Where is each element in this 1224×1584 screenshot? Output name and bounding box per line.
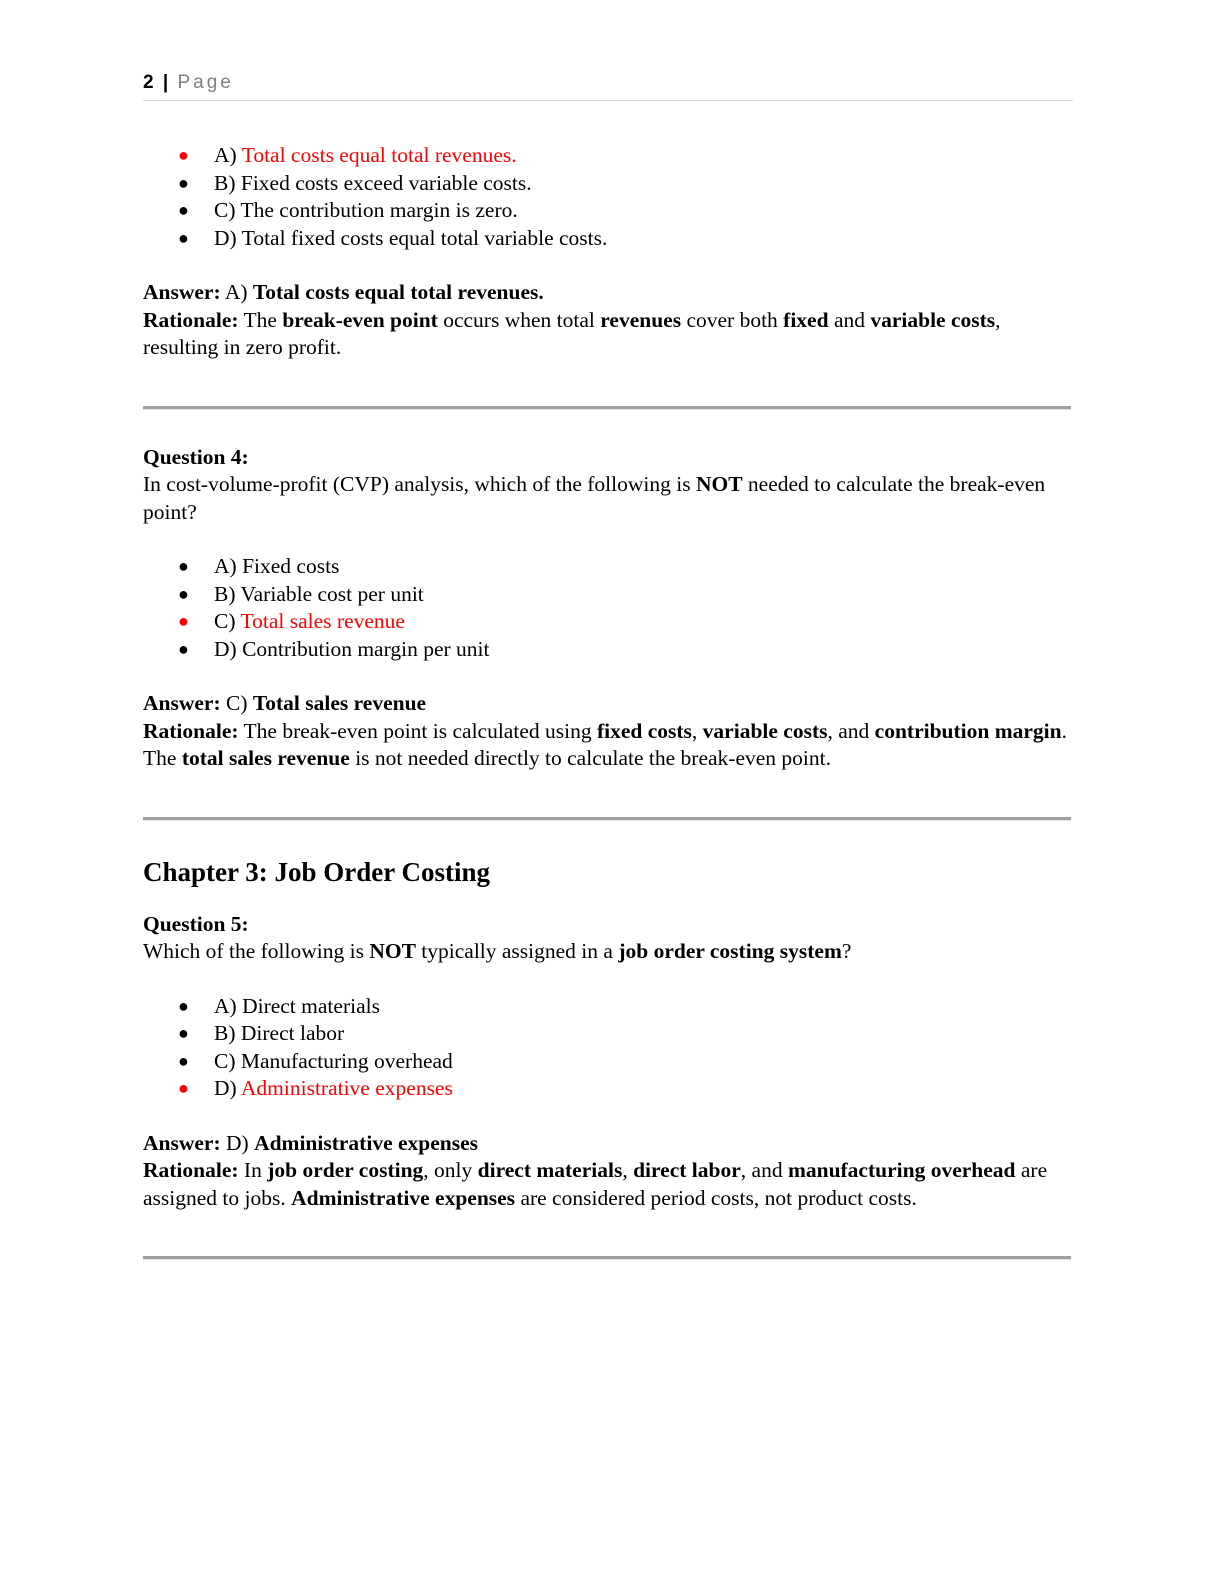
q4-title <box>143 444 1073 472</box>
q3-option-d <box>143 225 1073 253</box>
rationale-text: , only <box>423 1158 478 1182</box>
q5-option-a <box>143 993 1073 1021</box>
bullet-icon: ● <box>178 611 189 631</box>
prompt-text: typically assigned in a <box>415 939 619 963</box>
rationale-text: . The <box>143 718 1067 770</box>
bullet-icon: ● <box>178 1050 189 1071</box>
rationale-bold: variable costs <box>870 307 996 332</box>
option-label: D) <box>214 1076 241 1100</box>
answer-label: Answer: <box>143 691 221 715</box>
q4-option-b <box>143 581 1073 609</box>
rationale-bold: fixed costs <box>596 718 692 743</box>
option-text: Fixed costs exceed variable costs. <box>240 170 532 195</box>
answer-text: Administrative expenses <box>254 1130 479 1155</box>
horizontal-rule <box>143 406 1071 410</box>
option-label: B) <box>214 581 241 606</box>
q4-option-a <box>143 553 1073 581</box>
rationale-text: The break-even point is calculated using <box>238 718 597 743</box>
rationale-bold: manufacturing overhead <box>787 1158 1016 1182</box>
rationale-text: and <box>828 307 871 332</box>
q3-option-a <box>143 142 1073 170</box>
prompt-text: In cost-volume-profit (CVP) analysis, which of the following is <box>143 472 696 496</box>
option-text: Direct materials <box>242 993 380 1018</box>
rationale-text: , <box>691 718 703 743</box>
q5-rationale <box>143 1157 1073 1212</box>
option-label: A) <box>214 143 242 167</box>
rationale-text: In <box>238 1158 268 1182</box>
rationale-text: , and <box>740 1158 788 1182</box>
q4-option-c <box>143 608 1073 636</box>
bullet-icon: ● <box>178 583 189 604</box>
rationale-label: Rationale: <box>143 718 239 743</box>
rationale-bold: revenues <box>600 307 682 332</box>
document-body <box>143 142 1073 1260</box>
page-word: Page <box>177 72 234 93</box>
rationale-text: The <box>238 307 283 332</box>
bullet-icon: ● <box>178 638 189 659</box>
q3-option-b <box>143 170 1073 198</box>
rationale-text: are considered period costs, not product costs. <box>515 1185 917 1210</box>
option-label: D) <box>214 636 243 661</box>
page-separator: | <box>162 72 169 93</box>
q4-options <box>143 553 1073 663</box>
option-text: Direct labor <box>240 1021 345 1045</box>
answer-letter: D) <box>220 1130 255 1155</box>
q5-options <box>143 993 1073 1103</box>
rationale-bold: variable costs <box>702 718 828 743</box>
bullet-icon: ● <box>178 200 189 220</box>
option-label: B) <box>214 1021 241 1045</box>
rationale-text: is not needed directly to calculate the break-even point. <box>349 746 831 770</box>
q4-rationale <box>143 718 1073 773</box>
chapter-heading: Chapter 3: Job Order Costing <box>143 856 491 887</box>
q5-option-d <box>143 1075 1073 1103</box>
q4-answer <box>143 690 1073 718</box>
q5-title <box>143 911 1073 939</box>
bullet-icon: ● <box>178 1023 189 1043</box>
q3-rationale <box>143 307 1073 362</box>
q4-option-d <box>143 636 1073 664</box>
q5-prompt <box>143 938 1073 966</box>
bullet-icon: ● <box>178 556 189 576</box>
rationale-text: are assigned to jobs. <box>143 1158 1048 1210</box>
option-text: Fixed costs <box>242 554 340 578</box>
page-number: 2 <box>143 72 154 93</box>
option-label: D) <box>214 225 242 250</box>
option-label: A) <box>214 993 243 1018</box>
rationale-bold: job order costing <box>267 1158 424 1182</box>
prompt-text: needed to calculate the break-even point? <box>143 472 1046 524</box>
rationale-text: occurs when total <box>437 307 601 332</box>
bullet-icon: ● <box>178 995 189 1016</box>
option-text: Contribution margin per unit <box>242 636 490 661</box>
option-text: Total fixed costs equal total variable costs. <box>241 225 608 250</box>
bullet-icon: ● <box>178 1078 189 1098</box>
rationale-bold: contribution margin <box>874 718 1062 743</box>
horizontal-rule <box>143 1256 1071 1260</box>
bullet-icon: ● <box>178 145 189 165</box>
q3-option-c <box>143 197 1073 225</box>
option-text: Total sales revenue <box>240 609 405 633</box>
rationale-bold: fixed <box>783 307 829 332</box>
option-label: C) <box>214 1048 241 1073</box>
rationale-text: , resulting in zero profit. <box>143 307 1001 359</box>
q3-options <box>143 142 1073 252</box>
rationale-text: , and <box>827 718 875 743</box>
option-text: Total costs equal total revenues. <box>241 143 517 167</box>
rationale-text: , <box>622 1158 634 1182</box>
q3-answer <box>143 279 1073 307</box>
answer-letter: A) <box>220 280 253 304</box>
q5-option-b <box>143 1020 1073 1048</box>
answer-label: Answer: <box>143 1130 221 1155</box>
option-text: Administrative expenses <box>240 1076 453 1100</box>
rationale-label: Rationale: <box>143 1158 239 1182</box>
bullet-icon: ● <box>178 172 189 193</box>
prompt-text: Which of the following is <box>143 939 370 963</box>
answer-label: Answer: <box>143 280 221 304</box>
answer-letter: C) <box>220 691 253 715</box>
horizontal-rule <box>143 817 1071 821</box>
page-header <box>143 72 1073 101</box>
rationale-bold: direct materials <box>477 1158 623 1182</box>
option-label: B) <box>214 170 241 195</box>
q4-prompt <box>143 471 1073 526</box>
q5-option-c <box>143 1048 1073 1076</box>
option-label: C) <box>214 198 241 222</box>
rationale-bold: break-even point <box>282 307 438 332</box>
rationale-bold: total sales revenue <box>181 746 350 770</box>
prompt-bold: job order costing system <box>618 939 842 963</box>
answer-text: Total sales revenue <box>252 691 427 715</box>
bullet-icon: ● <box>178 227 189 248</box>
prompt-text: ? <box>841 939 852 963</box>
rationale-bold: direct labor <box>633 1158 741 1182</box>
q5-answer <box>143 1130 1073 1158</box>
question-title: Question 5: <box>143 911 249 936</box>
question-title: Question 4: <box>143 444 249 469</box>
answer-text: Total costs equal total revenues. <box>252 280 544 304</box>
option-text: The contribution margin is zero. <box>240 198 518 222</box>
option-text: Variable cost per unit <box>240 581 424 606</box>
prompt-bold: NOT <box>695 472 743 496</box>
rationale-label: Rationale: <box>143 307 239 332</box>
rationale-bold: Administrative expenses <box>291 1185 516 1210</box>
option-text: Manufacturing overhead <box>240 1048 453 1073</box>
option-label: C) <box>214 609 241 633</box>
rationale-text: cover both <box>681 307 784 332</box>
prompt-bold: NOT <box>369 939 416 963</box>
option-label: A) <box>214 554 243 578</box>
